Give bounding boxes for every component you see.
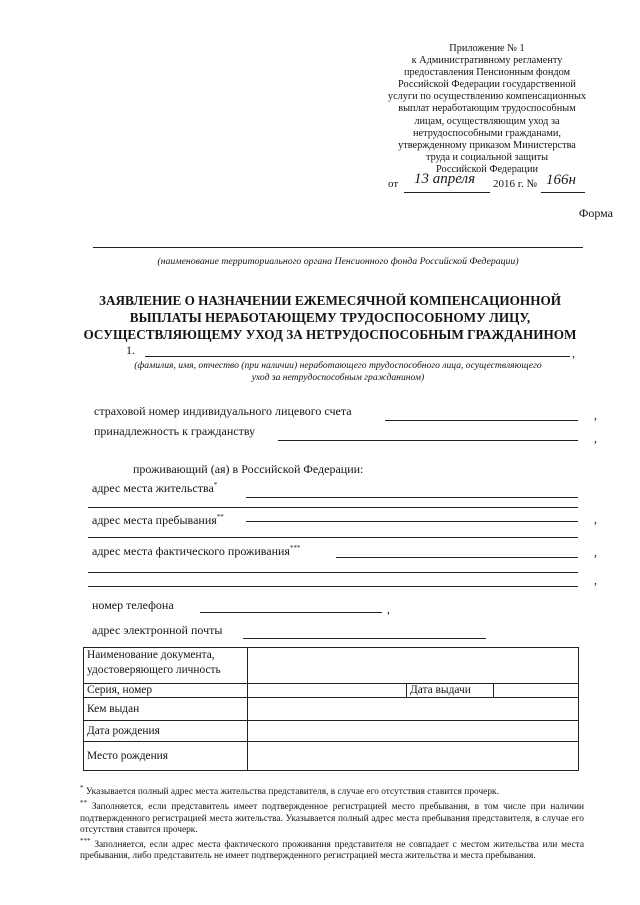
identity-document-table xyxy=(83,647,579,771)
annex-block xyxy=(356,43,618,176)
birth-place-label: Место рождения xyxy=(84,742,248,771)
doc-name-label-line: удостоверяющего личность xyxy=(87,664,221,676)
comma: , xyxy=(594,431,597,445)
series-cell[interactable] xyxy=(248,684,407,698)
comma: , xyxy=(594,573,597,587)
full-name-caption xyxy=(88,360,588,384)
doc-name-label-line: Наименование документа, xyxy=(87,649,215,661)
annex-line: Российской Федерации государственной xyxy=(398,79,576,91)
territorial-body-caption: (наименование территориального органа Пенсионного фонда Российской Федерации) xyxy=(157,256,519,267)
table-row xyxy=(84,684,579,698)
footnote xyxy=(80,798,584,836)
table-row xyxy=(84,721,579,742)
territorial-body-field[interactable] xyxy=(93,247,583,248)
footnote-mark: * xyxy=(80,784,84,792)
actual-address-field-line2[interactable] xyxy=(88,572,578,573)
caption-line: (фамилия, имя, отчество (при наличии) неработающего трудоспособного лица, осуществляющего xyxy=(134,360,542,371)
citizenship-label: принадлежность к гражданству xyxy=(94,424,256,438)
issued-by-label: Кем выдан xyxy=(84,698,248,721)
stay-address-text: адрес места пребывания xyxy=(92,513,217,527)
comma: , xyxy=(572,346,575,360)
document-title xyxy=(30,292,630,343)
footnotes xyxy=(80,783,584,863)
date-underline xyxy=(404,192,490,193)
residence-address-field-line2[interactable] xyxy=(88,507,578,508)
issue-date-cell[interactable] xyxy=(494,684,579,698)
comma: , xyxy=(594,545,597,559)
footnote-mark: * xyxy=(213,481,218,489)
annex-line: к Административному регламенту xyxy=(411,55,563,67)
form-label: Форма xyxy=(578,206,613,220)
issue-date-label: Дата выдачи xyxy=(407,684,494,698)
doc-name-cell[interactable] xyxy=(248,648,579,684)
annex-line: нетрудоспособными гражданами, xyxy=(413,127,561,139)
approval-date-handwritten: 13 апреля xyxy=(414,171,476,187)
stay-address-label xyxy=(92,513,224,528)
comma: , xyxy=(387,602,390,616)
comma: , xyxy=(594,408,597,422)
issued-by-cell[interactable] xyxy=(248,698,579,721)
annex-line: Российской Федерации xyxy=(436,163,538,175)
annex-line: выплат неработающим трудоспособным xyxy=(398,103,576,115)
annex-line: лицам, осуществляющим уход за xyxy=(414,115,560,127)
phone-field[interactable] xyxy=(200,612,382,613)
footnote-mark: *** xyxy=(289,544,301,552)
title-line: ЗАЯВЛЕНИЕ О НАЗНАЧЕНИИ ЕЖЕМЕСЯЧНОЙ КОМПЕНСАЦИОННОЙ xyxy=(99,293,561,308)
date-prefix: от xyxy=(388,178,399,190)
item-number: 1. xyxy=(126,343,135,357)
order-number-handwritten: 166н xyxy=(546,172,576,188)
footnote-text: Заполняется, если представитель имеет подтвержденное регистрацией место пребывания, в том числе при наличии подтвержденного регистрацией места жительства. Указывается полный адрес места пребывания представителя, в случае его отсутствия ставится прочерк. xyxy=(80,802,584,835)
residing-label: проживающий (ая) в Российской Федерации: xyxy=(133,462,364,476)
title-line: ВЫПЛАТЫ НЕРАБОТАЮЩЕМУ ТРУДОСПОСОБНОМУ ЛИЦУ, xyxy=(129,310,531,325)
series-label: Серия, номер xyxy=(84,684,248,698)
title-line: ОСУЩЕСТВЛЯЮЩЕМУ УХОД ЗА НЕТРУДОСПОСОБНЫМ ГРАЖДАНИНОМ xyxy=(83,327,577,342)
table-row xyxy=(84,648,579,684)
phone-label: номер телефона xyxy=(92,598,174,612)
residence-address-label xyxy=(92,481,217,496)
stay-address-field[interactable] xyxy=(246,521,578,522)
table-row xyxy=(84,742,579,771)
birth-date-label: Дата рождения xyxy=(84,721,248,742)
actual-address-text: адрес места фактического проживания xyxy=(92,544,290,558)
doc-name-label xyxy=(84,648,248,684)
year-text: 2016 г. № xyxy=(493,178,538,190)
annex-line: Приложение № 1 xyxy=(449,43,525,54)
footnote-mark: *** xyxy=(80,837,91,846)
snils-label: страховой номер индивидуального лицевого счета xyxy=(94,404,352,418)
footnote xyxy=(80,836,584,863)
footnote xyxy=(80,783,584,798)
number-underline xyxy=(541,192,585,193)
actual-address-label xyxy=(92,544,300,559)
citizenship-field[interactable] xyxy=(278,440,578,441)
footnote-text: Указывается полный адрес места жительства представителя, в случае его отсутствия ставится прочерк. xyxy=(85,787,499,798)
actual-address-field[interactable] xyxy=(336,557,578,558)
caption-line: уход за нетрудоспособным гражданином) xyxy=(251,372,425,383)
actual-address-field-line3[interactable] xyxy=(88,586,578,587)
stay-address-field-line2[interactable] xyxy=(88,537,578,538)
email-label: адрес электронной почты xyxy=(92,623,223,637)
annex-line: труда и социальной защиты xyxy=(425,151,549,163)
annex-line: предоставления Пенсионным фондом xyxy=(403,67,571,79)
annex-line: услуги по осуществлению компенсационных xyxy=(387,91,587,103)
annex-line: утвержденному приказом Министерства xyxy=(398,139,576,151)
full-name-field[interactable] xyxy=(145,356,570,357)
residence-address-text: адрес места жительства xyxy=(92,481,214,495)
footnote-text: Заполняется, если адрес места фактического проживания представителя не совпадает с местом жительства или места пребывания, либо представитель не имеет подтвержденного регистрацией места жительства и места пребывания. xyxy=(80,840,584,862)
footnote-mark: ** xyxy=(80,799,87,808)
comma: , xyxy=(594,512,597,526)
birth-place-cell[interactable] xyxy=(248,742,579,771)
footnote-mark: ** xyxy=(216,513,224,521)
email-field[interactable] xyxy=(243,638,486,639)
residence-address-field[interactable] xyxy=(246,497,578,498)
snils-field[interactable] xyxy=(385,420,578,421)
table-row xyxy=(84,698,579,721)
birth-date-cell[interactable] xyxy=(248,721,579,742)
